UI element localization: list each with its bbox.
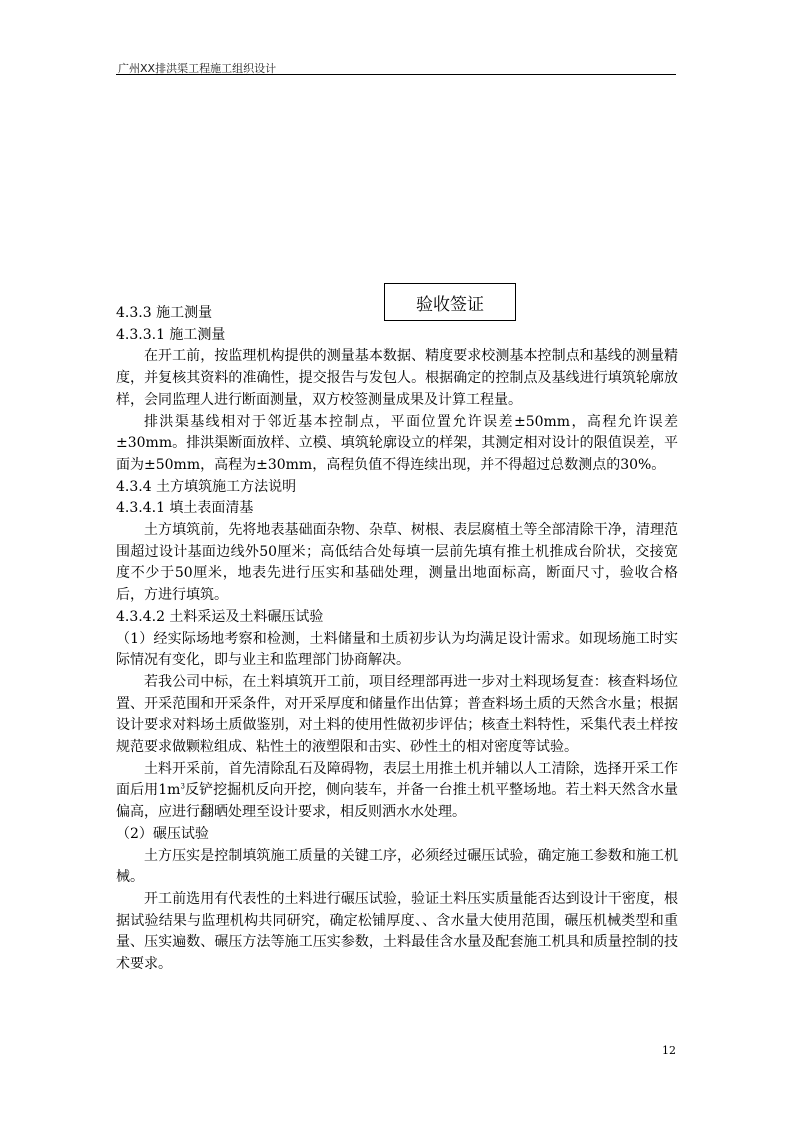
section-heading-4-3-4-2: 4.3.4.2 土料采运及土料碾压试验 xyxy=(116,608,324,625)
section-heading-4-3-3-1: 4.3.3.1 施工测量 xyxy=(116,326,226,343)
stamp-label: 验收签证 xyxy=(416,294,484,315)
subheading-compaction-test: （2）碾压试验 xyxy=(116,825,209,842)
paragraph-surface-clearing: 土方填筑前，先将地表基础面杂物、杂草、树根、表层腐植土等全部清除干净，清理范围超过设计基面边线外50厘米；高低结合处每填一层前先填有推土机推成台阶状，交接宽度不少于50厘米，地表先进行压实和基础处理，测量出地面标高，断面尺寸，验收合格后，方进行填筑。 xyxy=(116,522,678,604)
paragraph-excavation xyxy=(116,759,678,824)
section-heading-4-3-4: 4.3.4 土方填筑施工方法说明 xyxy=(116,478,297,495)
paragraph-borrow-review: 若我公司中标，在土料填筑开工前，项目经理部再进一步对土料现场复查：核查料场位置、开采范围和开采条件，对开采厚度和储量作出估算；普查料场土质的天然含水量；根据设计要求对料场土质做鉴别，对土料的使用性做初步评估；核查土料特性，采集代表土样按规范要求做颗粒组成、粘性土的液塑限和击实、砂性土的相对密度等试验。 xyxy=(116,673,678,756)
paragraph-survey-control: 在开工前，按监理机构提供的测量基本数据、精度要求校测基本控制点和基线的测量精度，并复核其资料的准确性，提交报告与发包人。根据确定的控制点及基线进行填筑轮廓放样，会同监理人进行断面测量，双方校签测量成果及计算工程量。 xyxy=(116,348,678,408)
section-heading-4-3-3: 4.3.3 施工测量 xyxy=(116,305,213,321)
excavation-text-b: 反铲挖掘机反向开挖，侧向装车，并备一台推土机平整场地。若土料天然含水量偏高，应进行翻晒处理至设计要求，相反则洒水水处理。 xyxy=(116,782,678,821)
excavation-text-a: 土料开采前，首先清除乱石及障碍物，表层土用推土机并辅以人工清除，选择开采工作面后用1m xyxy=(116,760,678,799)
header-rule xyxy=(116,74,676,75)
paragraph-compaction-key: 土方压实是控制填筑施工质量的关键工序，必须经过碾压试验，确定施工参数和施工机械。 xyxy=(116,847,678,886)
paragraph-site-survey: （1）经实际场地考察和检测，土料储量和土质初步认为均满足设计需求。如现场施工时实际情况有变化，即与业主和监理部门协商解决。 xyxy=(116,630,678,669)
paragraph-tolerances: 排洪渠基线相对于邻近基本控制点，平面位置允许误差±50mm，高程允许误差±30mm。排洪渠断面放样、立模、填筑轮廓设立的样架，其测定相对设计的限值误差，平面为±50mm，高程为±30mm，高程负值不得连续出现，并不得超过总数测点的30%。 xyxy=(116,413,678,473)
page-number: 12 xyxy=(662,1044,676,1057)
cubic-superscript: 3 xyxy=(180,782,185,791)
paragraph-compaction-params: 开工前选用有代表性的土料进行碾压试验，验证土料压实质量能否达到设计干密度，根据试验结果与监理机构共同研究，确定松铺厚度、、含水量大使用范围，碾压机械类型和重量、压实遍数、碾压方法等施工压实参数，土料最佳含水量及配套施工机具和质量控制的技术要求。 xyxy=(116,890,678,973)
running-header: 广州XX排洪渠工程施工组织设计 xyxy=(118,62,277,75)
section-heading-4-3-4-1: 4.3.4.1 填土表面清基 xyxy=(116,500,254,517)
document-body xyxy=(116,303,678,976)
